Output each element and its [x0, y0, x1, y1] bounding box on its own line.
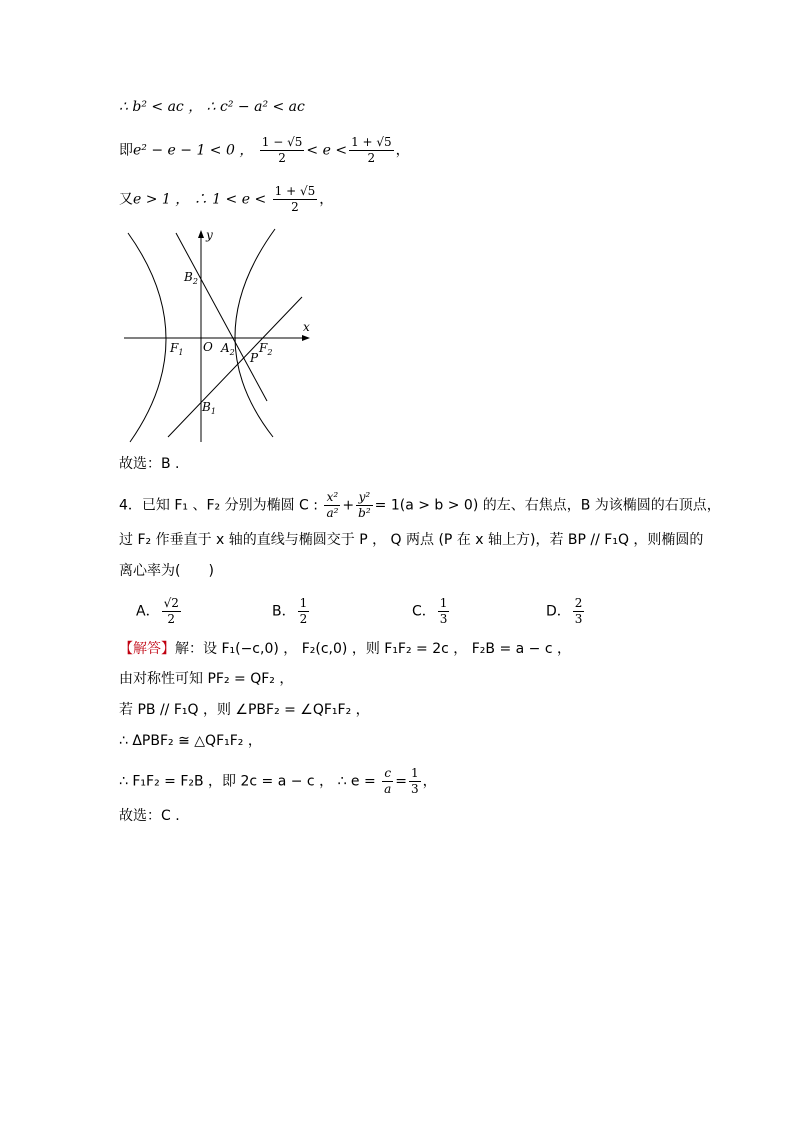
y-axis-arrow [198, 230, 204, 238]
fraction-left: $\frac{1 - √5}{2}$ [261, 135, 303, 165]
answer-tag: 【解答】 [119, 641, 175, 657]
line-end: ， [319, 191, 334, 208]
solution4-line-1: 【解答】解：设 F₁(−c,0) ， F₂(c,0) ，则 F₁F₂ = 2c ， F₂B = a − c ， [119, 641, 571, 657]
solution4-line-5: ∴ F₁F₂ = F₂B ，即 2c = a − c ， ∴ e = $\frac{c}{a}$ = $\frac{1}{3}$ ， [119, 766, 437, 796]
prev-solution-line-3 [119, 184, 333, 215]
prev-answer: 故选：B . [119, 456, 180, 472]
line-end: ， [395, 142, 410, 159]
fraction: $\frac{1 + √5}{2}$ [274, 184, 316, 214]
hyperbola-figure [118, 225, 318, 447]
label-b2: $B_2$ [184, 270, 198, 286]
fraction-c-over-a: $\frac{c}{a}$ [384, 766, 392, 796]
line-prefix: 又 [119, 191, 133, 208]
line-prefix: 即 [119, 142, 133, 159]
problem4-line-3: 离心率为( ) [119, 563, 214, 579]
label-o: O [203, 340, 213, 354]
fraction-right: $\frac{1 + √5}{2}$ [351, 135, 392, 165]
label-p: P [250, 351, 259, 365]
range-expression: e > 1 ， ∴ 1 < e < [133, 191, 267, 208]
x-axis-arrow [302, 335, 310, 341]
prev-solution-line-2 [119, 135, 410, 166]
label-b1: $B_1$ [202, 400, 216, 416]
solution4-answer: 故选：C . [119, 808, 180, 824]
problem4-line-1 [119, 490, 721, 521]
solution4-line-2: 由对称性可知 PF₂ = QF₂ ， [119, 671, 294, 687]
ellipse-y-term: $\frac{\text{y²}}{\text{b²}}$ [358, 490, 371, 520]
problem4-line-2: 过 F₂ 作垂直于 x 轴的直线与椭圆交于 P ， Q 两点 (P 在 x 轴上方)，若 BP // F₁Q ，则椭圆的 [119, 532, 704, 548]
label-f2: $F_2$ [259, 341, 273, 357]
line-b1-p [168, 297, 302, 437]
right-branch [235, 229, 275, 437]
label-a2: $A_2$ [221, 341, 235, 357]
line-b2-f2 [176, 233, 267, 401]
option-b: B． $\frac{1}{2}$ [272, 596, 308, 626]
quadratic-inequality: e² − e − 1 < 0 ， [133, 142, 254, 159]
option-c: C． $\frac{1}{3}$ [412, 596, 448, 626]
label-y: y [206, 228, 213, 242]
solution4-line-4: ∴ ΔPBF₂ ≅ △QF₁F₂ ， [119, 733, 262, 749]
prev-solution-line-1 [119, 97, 305, 117]
label-f1: $F_1$ [170, 341, 184, 357]
plus-sign: + [342, 497, 355, 514]
middle-text: < e < [306, 142, 348, 159]
problem-text: 4．已知 F₁ 、F₂ 分别为椭圆 C : [119, 497, 318, 514]
ellipse-x-term: $\frac{\text{x²}}{\text{a²}}$ [326, 490, 339, 520]
option-d: D． $\frac{2}{3}$ [546, 596, 583, 626]
option-a: A． $\frac{√2}{2}$ [136, 596, 179, 626]
label-x: x [303, 320, 310, 334]
solution4-line-3: 若 PB // F₁Q ，则 ∠PBF₂ = ∠QF₁F₂ ， [119, 702, 370, 718]
inequality-text: ∴ b² < ac ， ∴ c² − a² < ac [119, 99, 305, 115]
equation-rest: = 1(a > b > 0) 的左、右焦点，B 为该椭圆的右顶点， [374, 497, 721, 514]
fraction-one-third: $\frac{1}{3}$ [411, 766, 419, 796]
